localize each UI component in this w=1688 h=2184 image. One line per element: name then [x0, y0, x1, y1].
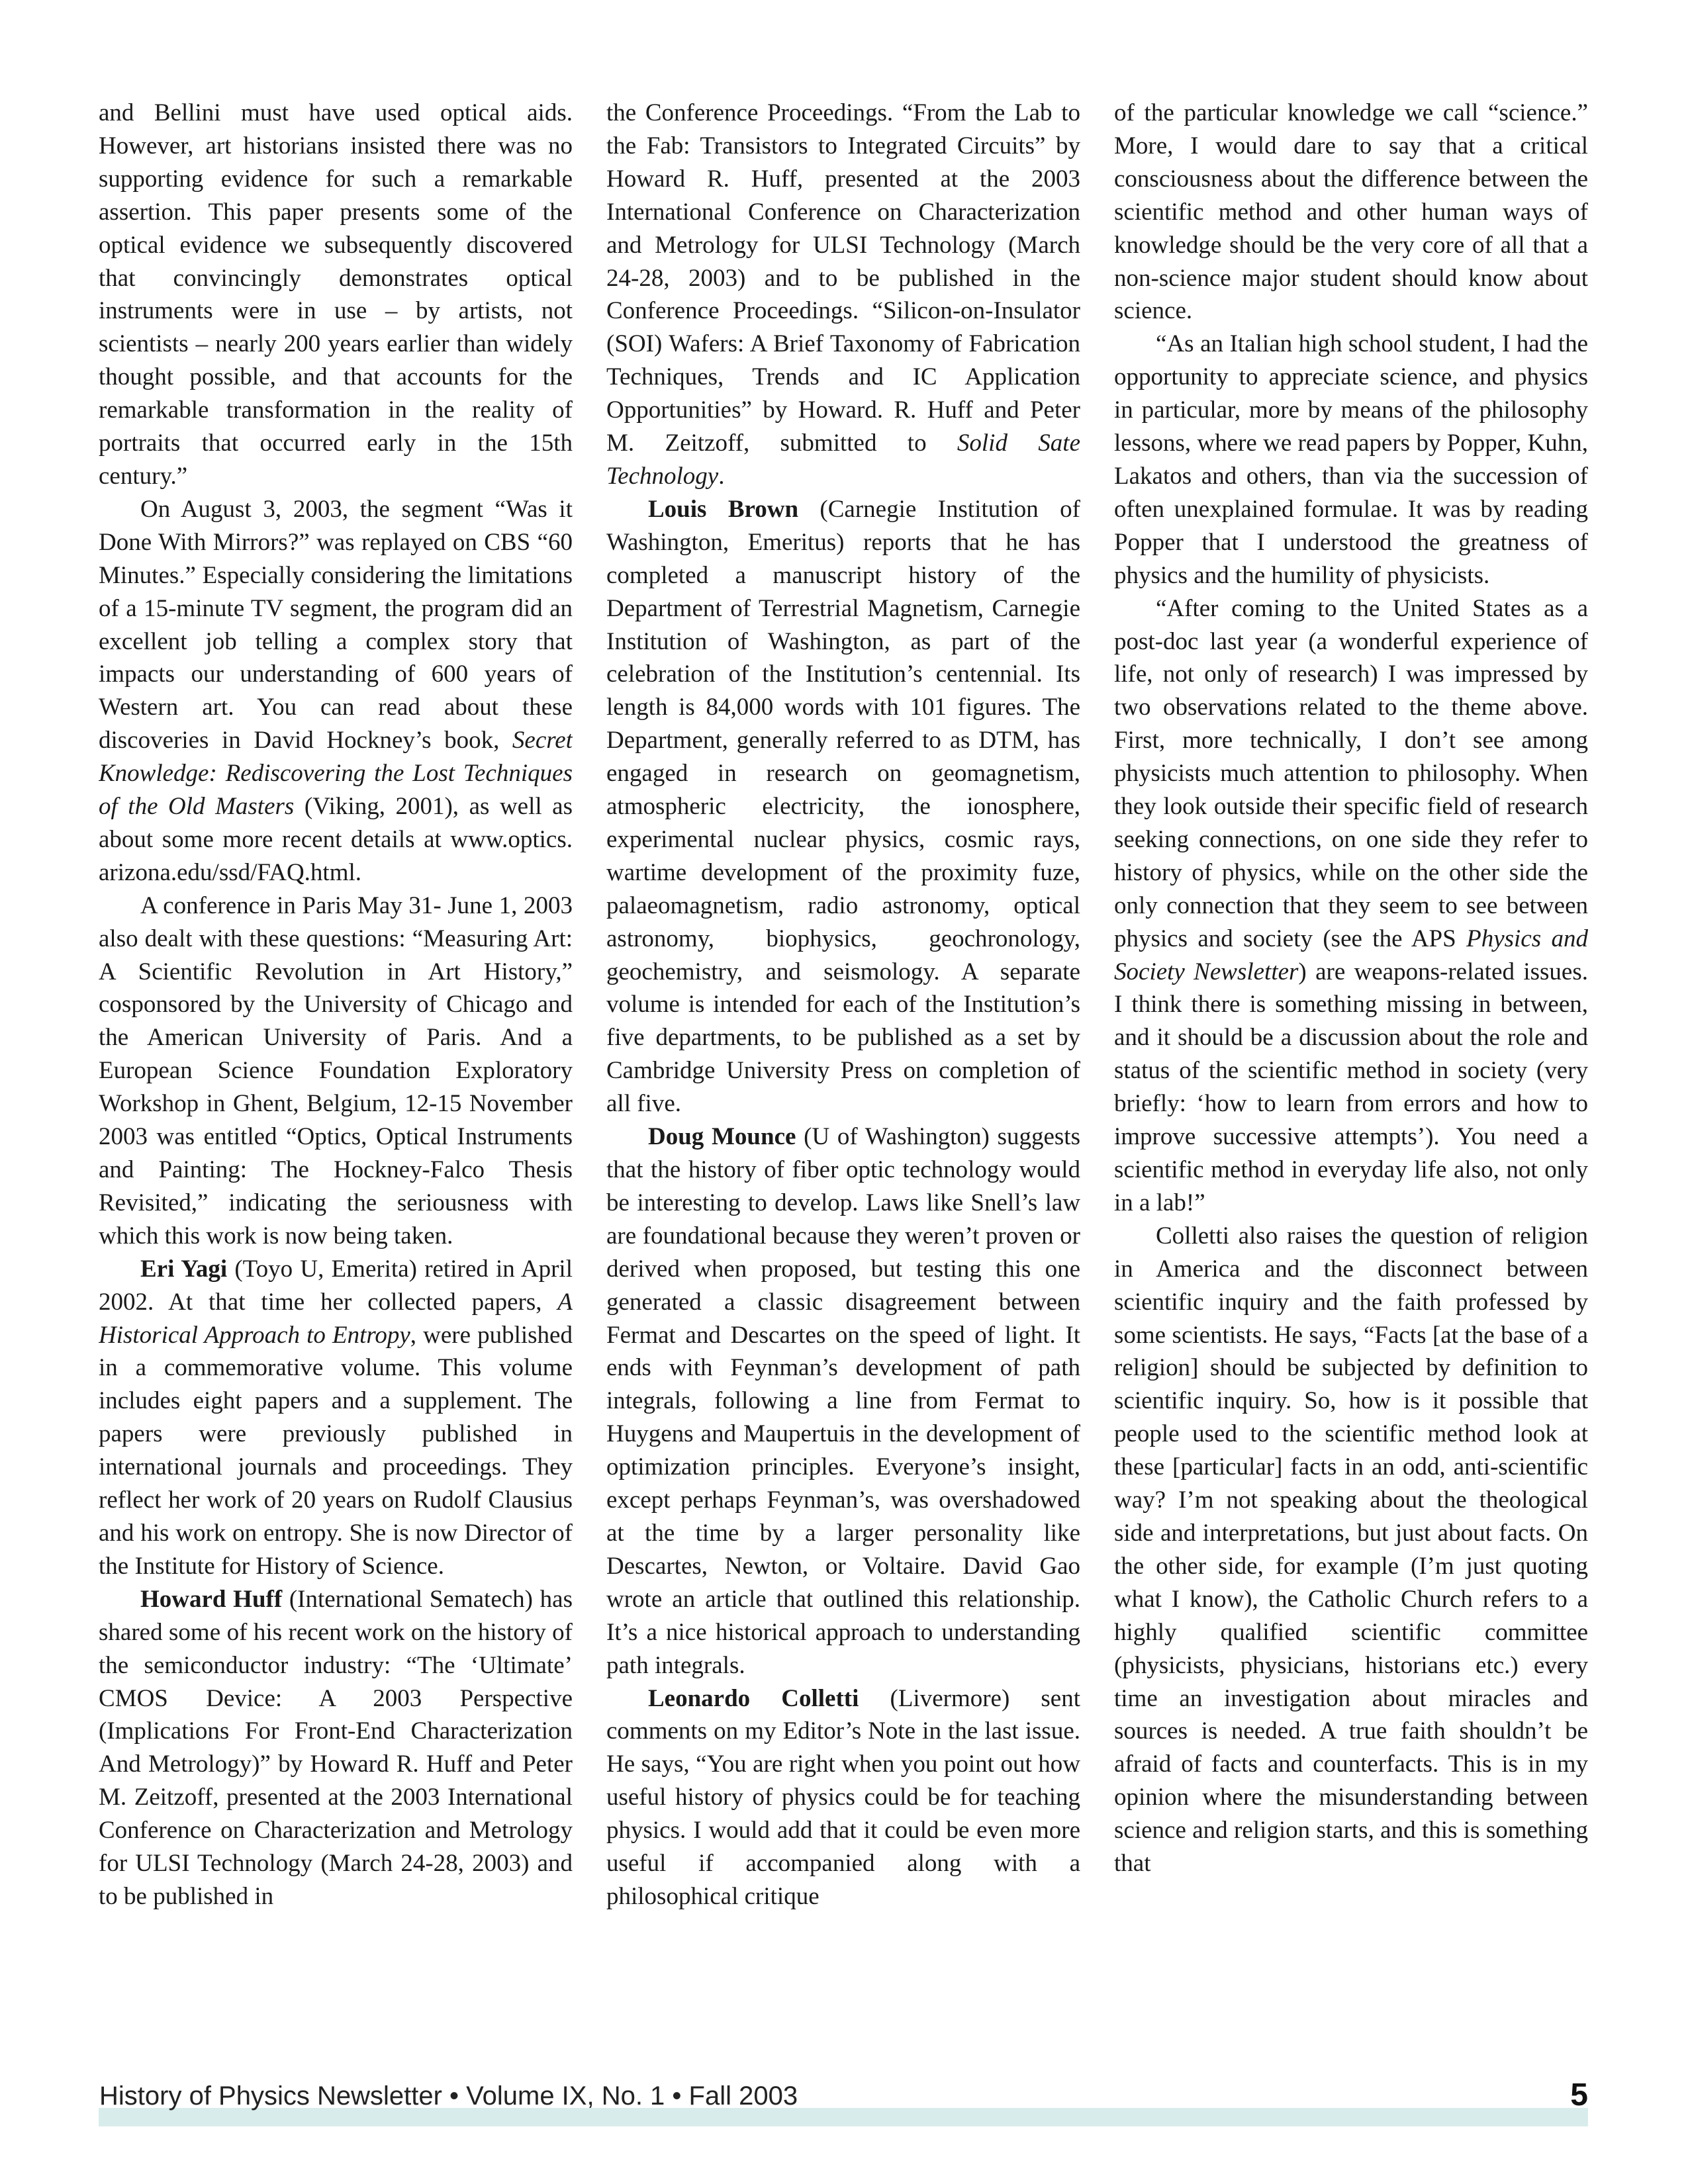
paragraph-text: (Livermore) sent comments on my Editor’s Note in the last issue. He says, “You are right when you point out how useful history of physics could be for teaching physics. I would add that it could be even more useful if accompanied along with a philosophical critique — [606, 1684, 1080, 1910]
paragraph-text: (U of Washington) suggests that the history of fiber optic technology would be interesting to develop. Laws like Snell’s law are foundational because they weren’t proven or derived when proposed, but testing this one generated a classic disagreement between Fermat and Descartes on the speed of light. It ends with Feynman’s development of path integrals, following a line from Fermat to Huygens and Maupertuis in the development of optimization principles. Everyone’s insight, except perhaps Feynman’s, was overshadowed at the time by a larger personality like Descartes, Newton, or Voltaire. David Gao wrote an article that outlined this relationship. It’s a nice historical approach to understanding path integrals. — [606, 1123, 1080, 1679]
paragraph — [99, 1253, 573, 1583]
paragraph — [1114, 1220, 1588, 1880]
italic-title: Physics and Society Newsletter — [1114, 925, 1588, 985]
paragraph-text: (Toyo U, Emerita) retired in April 2002. At that time her collected papers, — [99, 1255, 573, 1316]
paragraph-text: “As an Italian high school student, I had the opportunity to appreciate science, and physics in particular, more by means of the philosophy lessons, where we read papers by Popper, Kuhn, Lakatos and others, than via the succession of often unexplained formulae. It was by reading Popper that I understood the greatness of physics and the humility of physicists. — [1114, 330, 1588, 589]
footer-publication-line: History of Physics Newsletter • Volume IX, No. 1 • Fall 2003 — [99, 2081, 798, 2111]
paragraph — [1114, 328, 1588, 592]
paragraph-text: (International Sematech) has shared some of his recent work on the history of the semiconductor industry: “The ‘Ultimate’ CMOS Device: A 2003 Perspective (Implications For Front-End Characterization And Metrology)” by Howard R. Huff and Peter M. Zeitzoff, presented at the 2003 International Conference on Characterization and Metrology for ULSI Technology (March 24-28, 2003) and to be published in — [99, 1585, 573, 1910]
paragraph-text: and Bellini must have used optical aids. However, art historians insisted there was no supporting evidence for such a remarkable assertion. This paper presents some of the optical evidence we subsequently discovered that convincingly demonstrates optical instruments were in use – by artists, not scientists – nearly 200 years earlier than widely thought possible, and that accounts for the remarkable transformation in the reality of portraits that occurred early in the 15th century.” — [99, 99, 573, 490]
paragraph — [1114, 97, 1588, 328]
paragraph — [606, 1120, 1080, 1682]
person-name: Leonardo Colletti — [648, 1684, 859, 1712]
page-number: 5 — [1570, 2077, 1588, 2113]
paragraph — [606, 493, 1080, 1120]
paragraph — [606, 1682, 1080, 1913]
paragraph-text: (Viking, 2001), as well as about some more recent details at www.optics. arizona.edu/ssd/FAQ.html. — [99, 793, 573, 886]
person-name: Eri Yagi — [140, 1255, 228, 1283]
paragraph-text: A conference in Paris May 31- June 1, 2003 also dealt with these questions: “Measuring Art: A Scientific Revolution in Art History,” cosponsored by the University of Chicago and the American University of Paris. And a European Science Foundation Exploratory Workshop in Ghent, Belgium, 12-15 November 2003 was entitled “Optics, Optical Instruments and Painting: The Hockney-Falco Thesis Revisited,” indicating the seriousness with which this work is now being taken. — [99, 891, 573, 1250]
italic-title: Solid Sate Technology — [606, 430, 1080, 490]
person-name: Howard Huff — [140, 1585, 283, 1613]
paragraph — [99, 97, 573, 493]
italic-title: Secret Knowledge: Rediscovering the Lost Techniques of the Old Masters — [99, 727, 573, 821]
paragraph-text: (Carnegie Institution of Washington, Emeritus) reports that he has completed a manuscript history of the Department of Terrestrial Magnetism, Carnegie Institution of Washington, as part of the celebration of the Institution’s centennial. Its length is 84,000 words with 101 figures. The Department, generally referred to as DTM, has engaged in research on geomagnetism, atmospheric electricity, the ionosphere, experimental nuclear physics, cosmic rays, wartime development of the proximity fuze, palaeomagnetism, radio astronomy, optical astronomy, biophysics, geochronology, geochemistry, and seismology. A separate volume is intended for each of the Institution’s five departments, to be published as a set by Cambridge University Press on completion of all five. — [606, 495, 1080, 1118]
paragraph — [606, 97, 1080, 493]
paragraph — [99, 493, 573, 889]
paragraph-text: “After coming to the United States as a post-doc last year (a wonderful experience of life, not only of research) I was impressed by two observations related to the theme above. First, more technically, I don’t see among physicists much attention to philosophy. When they look outside their specific field of research seeking connections, on one side they refer to history of physics, while on the other side the only connection that they seem to see between physics and society (see the APS — [1114, 594, 1588, 952]
paragraph — [1114, 592, 1588, 1220]
text-column-2 — [606, 97, 1080, 2029]
paragraph-text: . — [718, 462, 725, 490]
paragraph-text: On August 3, 2003, the segment “Was it Done With Mirrors?” was replayed on CBS “60 Minutes.” Especially considering the limitations of a 15-minute TV segment, the program did an excellent job telling a complex story that impacts our understanding of 600 years of Western art. You can read about these discoveries in David Hockney’s book, — [99, 495, 573, 754]
paragraph-text: the Conference Proceedings. “From the Lab to the Fab: Transistors to Integrated Circuits” by Howard R. Huff, presented at the 2003 International Conference on Characterization and Metrology for ULSI Technology (March 24-28, 2003) and to be published in the Conference Proceedings. “Silicon-on-Insulator (SOI) Wafers: A Brief Taxonomy of Fabrication Techniques, Trends and IC Application Opportunities” by Howard. R. Huff and Peter M. Zeitzoff, submitted to — [606, 99, 1080, 457]
paragraph-text: , were published in a commemorative volume. This volume includes eight papers and a supplement. The papers were previously published in international journals and proceedings. They reflect her work of 20 years on Rudolf Clausius and his work on entropy. She is now Director of the Institute for History of Science. — [99, 1321, 573, 1580]
paragraph-text: Colletti also raises the question of religion in America and the disconnect between scientific inquiry and the faith professed by some scientists. He says, “Facts [at the base of a religion] should be subjected by definition to scientific inquiry. So, how is it possible that people used to the scientific method look at these [particular] facts in an odd, anti-scientific way? I’m not speaking about the theological side and interpretations, but just about facts. On the other side, for example (I’m just quoting what I know), the Catholic Church refers to a highly qualified scientific committee (physicists, physicians, historians etc.) every time an investigation about miracles and sources is needed. A true faith shouldn’t be afraid of facts and counterfacts. This is in my opinion where the misunderstanding between science and religion starts, and this is something that — [1114, 1222, 1588, 1878]
person-name: Louis Brown — [648, 495, 799, 523]
paragraph-text: ) are weapons-related issues. I think there is something missing in between, and it should be a discussion about the role and status of the scientific method in society (very briefly: ‘how to learn from errors and how to improve successive attempts’). You need a scientific method in everyday life also, not only in a lab!” — [1114, 958, 1588, 1216]
paragraph-text: of the particular knowledge we call “science.” More, I would dare to say that a critical consciousness about the difference between the scientific method and other human ways of knowledge should be the very core of all that a non-science major student should know about science. — [1114, 99, 1588, 325]
person-name: Doug Mounce — [648, 1123, 796, 1151]
text-column-3 — [1114, 97, 1588, 2029]
text-column-1 — [99, 97, 573, 2029]
paragraph — [99, 1583, 573, 1913]
paragraph — [99, 889, 573, 1253]
italic-title: A Historical Approach to Entropy — [99, 1288, 573, 1349]
